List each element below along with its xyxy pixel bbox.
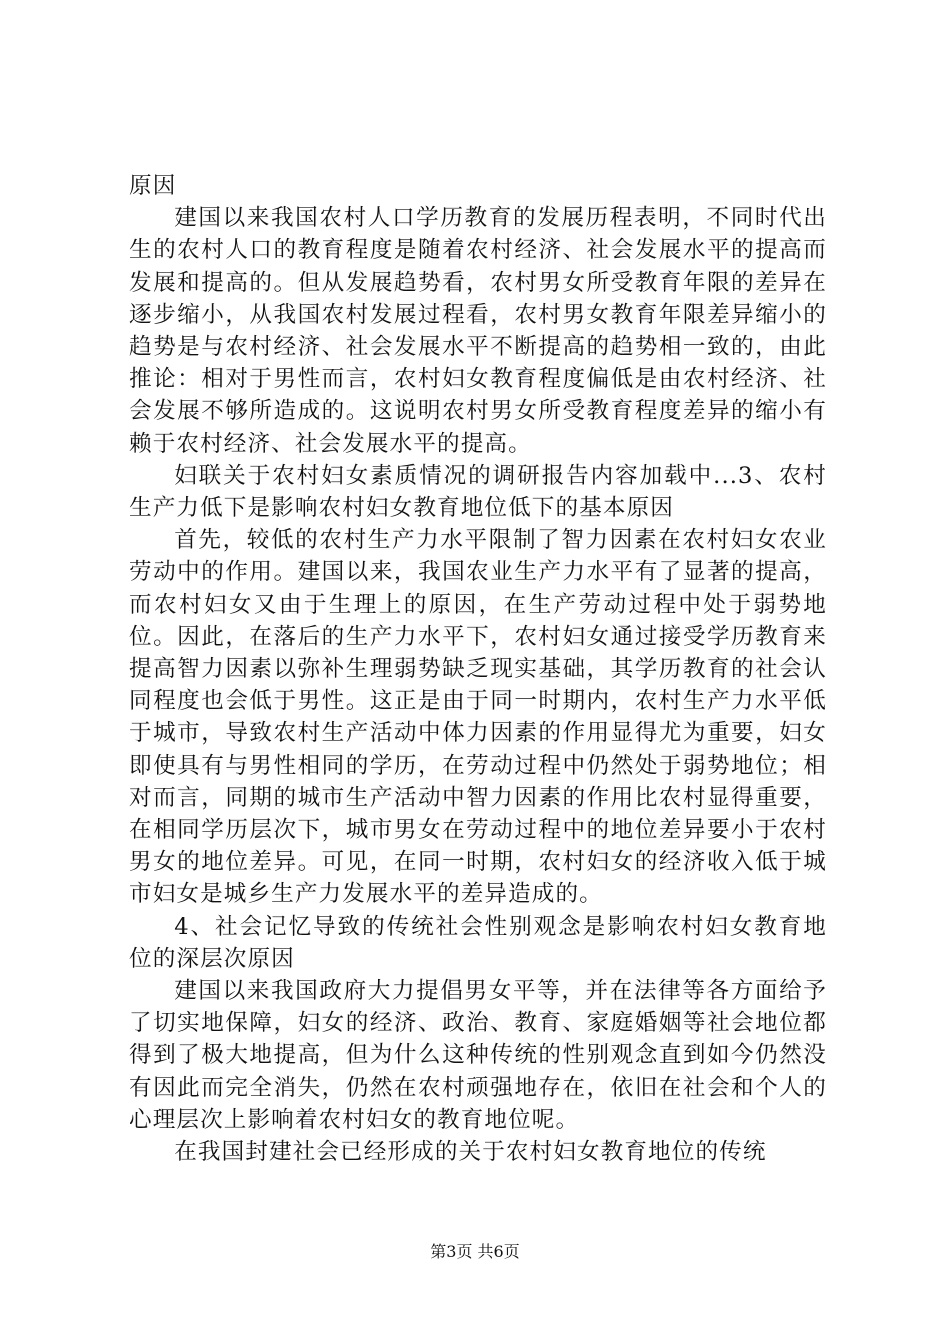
paragraph-heading-tail: 原因 — [129, 173, 177, 199]
paragraph-gender-equality: 建国以来我国政府大力提倡男女平等，并在法律等各方面给予了切实地保障，妇女的经济、政治、教育、家庭婚姻等社会地位都得到了极大地提高，但为什么这种传统的性别观念直到如今仍然没有因此而完全消失，仍然在农村顽强地存在，依旧在社会和个人的心理层次上影响着农村妇女的教育地位呢。 — [129, 978, 827, 1133]
document-body — [129, 170, 827, 1168]
paragraph-section-3-heading: 妇联关于农村妇女素质情况的调研报告内容加载中...3、农村生产力低下是影响农村妇女教育地位低下的基本原因 — [129, 462, 827, 522]
paragraph-feudal-tradition: 在我国封建社会已经形成的关于农村妇女教育地位的传统 — [174, 1139, 767, 1166]
paragraph-education-history: 建国以来我国农村人口学历教育的发展历程表明，不同时代出生的农村人口的教育程度是随着农村经济、社会发展水平的提高而发展和提高的。但从发展趋势看，农村男女所受教育年限的差异在逐步缩小，从我国农村发展过程看，农村男女教育年限差异缩小的趋势是与农村经济、社会发展水平不断提高的趋势相一致的，由此推论：相对于男性而言，农村妇女教育程度偏低是由农村经济、社会发展不够所造成的。这说明农村男女所受教育程度差异的缩小有赖于农村经济、社会发展水平的提高。 — [129, 205, 827, 457]
page-number-footer: 第3页 共6页 — [430, 1242, 520, 1261]
paragraph-productivity: 首先，较低的农村生产力水平限制了智力因素在农村妇女农业劳动中的作用。建国以来，我国农业生产力水平有了显著的提高，而农村妇女又由于生理上的原因，在生产劳动过程中处于弱势地位。因此，在落后的生产力水平下，农村妇女通过接受学历教育来提高智力因素以弥补生理弱势缺乏现实基础，其学历教育的社会认同程度也会低于男性。这正是由于同一时期内，农村生产力水平低于城市，导致农村生产活动中体力因素的作用显得尤为重要，妇女即使具有与男性相同的学历，在劳动过程中仍然处于弱势地位；相对而言，同期的城市生产活动中智力因素的作用比农村显得重要，在相同学历层次下，城市男女在劳动过程中的地位差异要小于农村男女的地位差异。可见，在同一时期，农村妇女的经济收入低于城市妇女是城乡生产力发展水平的差异造成的。 — [129, 527, 827, 908]
paragraph-section-4-heading: 4、社会记忆导致的传统社会性别观念是影响农村妇女教育地位的深层次原因 — [129, 913, 827, 972]
